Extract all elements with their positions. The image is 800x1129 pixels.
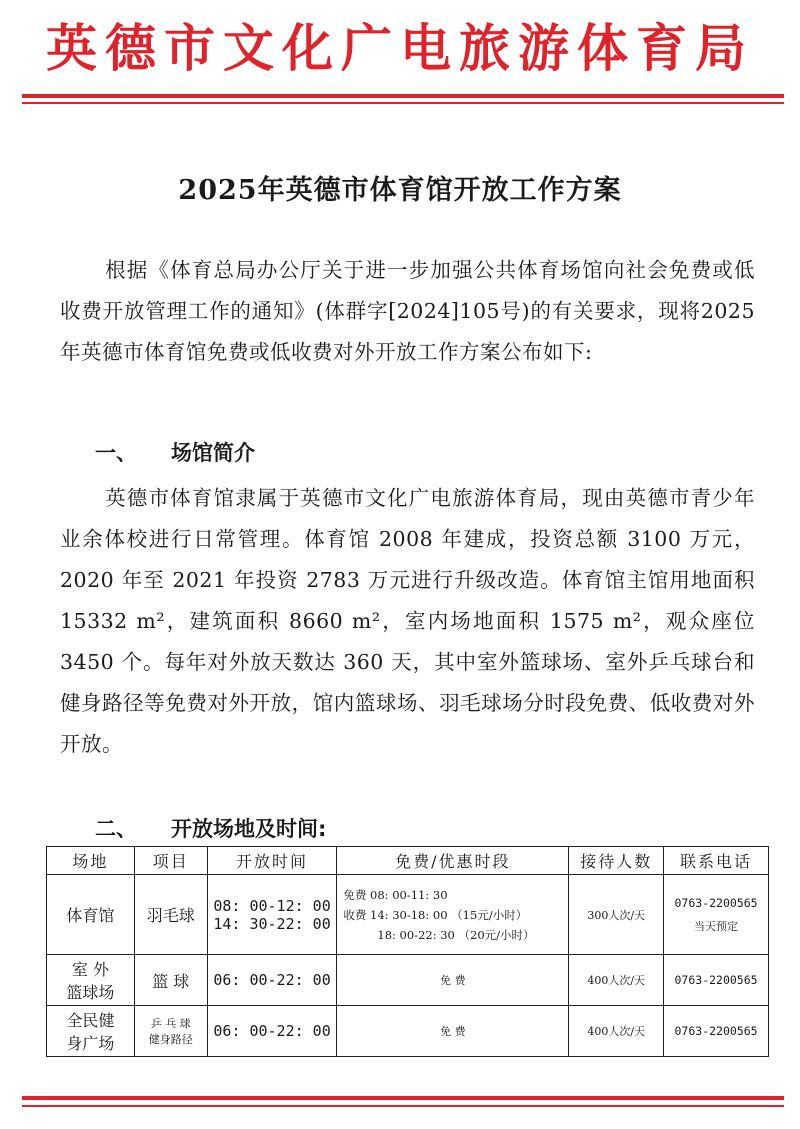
table-header: 免费/优惠时段 [337, 847, 569, 875]
masthead-rule-thin [22, 102, 784, 104]
table-header-row [47, 847, 769, 875]
venue-line: 身广场 [66, 1034, 115, 1053]
venue-cell: 体育馆 [47, 875, 135, 955]
section2-number: 二、 [95, 817, 137, 841]
project-line: 健身路径 [148, 1033, 193, 1046]
masthead-rule-thick [22, 94, 784, 98]
capacity-cell: 400人次/天 [569, 1006, 664, 1057]
pricing-line: 收费 14: 30-18: 00 （15元/小时） [343, 907, 528, 922]
phone-number: 0763-2200565 [674, 895, 758, 910]
table-row [47, 1006, 769, 1057]
footer-rule-thick [22, 1096, 784, 1100]
table-header: 场地 [47, 847, 135, 875]
pricing-cell: 免 费 [337, 955, 569, 1006]
intro-paragraph: 根据《体育总局办公厅关于进一步加强公共体育场馆向社会免费或低收费开放管理工作的通知》(体群字[2024]105号)的有关要求，现将2025年英德市体育馆免费或低收费对外开放工作方案公布如下: [60, 258, 755, 364]
schedule-table [46, 846, 769, 1057]
document-title: 2025年英德市体育馆开放工作方案 [178, 175, 622, 206]
hours-line: 14: 30-22: 00 [213, 914, 331, 933]
hours-cell: 06: 00-22: 00 [207, 1006, 337, 1057]
pricing-cell [337, 875, 569, 955]
capacity-cell: 300人次/天 [569, 875, 664, 955]
footer-rule-thin [22, 1105, 784, 1107]
venue-cell [47, 955, 135, 1006]
pricing-line: 免费 08: 00-11: 30 [343, 887, 448, 902]
section1-heading [95, 437, 255, 467]
project-cell: 羽毛球 [134, 875, 207, 955]
phone-cell [664, 875, 769, 955]
table-row [47, 955, 769, 1006]
phone-cell: 0763-2200565 [664, 955, 769, 1006]
project-line: 乒 乓 球 [150, 1017, 191, 1030]
masthead-org-name: 英德市文化广电旅游体育局 [45, 19, 754, 79]
table-header: 联系电话 [664, 847, 769, 875]
venue-line: 篮球场 [66, 983, 115, 1002]
hours-line: 08: 00-12: 00 [213, 896, 331, 915]
section1-title: 场馆简介 [171, 441, 255, 465]
section1-number: 一、 [95, 441, 137, 465]
venue-line: 全民健 [66, 1011, 115, 1030]
phone-note: 当天预定 [694, 919, 739, 933]
phone-cell: 0763-2200565 [664, 1006, 769, 1057]
project-cell [134, 1006, 207, 1057]
hours-cell: 06: 00-22: 00 [207, 955, 337, 1006]
venue-line: 室 外 [71, 960, 109, 979]
hours-cell [207, 875, 337, 955]
table-header: 项目 [134, 847, 207, 875]
pricing-line: 18: 00-22: 30 （20元/小时） [377, 927, 535, 942]
table-header: 接待人数 [569, 847, 664, 875]
project-cell: 篮 球 [134, 955, 207, 1006]
section2-title: 开放场地及时间: [171, 817, 327, 841]
section1-paragraph: 英德市体育馆隶属于英德市文化广电旅游体育局，现由英德市青少年业余体校进行日常管理。体育馆 2008 年建成，投资总额 3100 万元，2020 年至 2021 年投资 2783 万元进行升级改造。体育馆主馆用地面积 15332 m²，建筑面积 8660 m²，室内场地面积 1575 m²，观众座位 3450 个。每年对外放天数达 360 天，其中室外篮球场、室外乒乓球台和健身路径等免费对外开放，馆内篮球场、羽毛球场分时段免费、低收费对外开放。 [60, 486, 755, 756]
pricing-cell: 免 费 [337, 1006, 569, 1057]
section2-heading [95, 813, 326, 843]
table-header: 开放时间 [207, 847, 337, 875]
capacity-cell: 400人次/天 [569, 955, 664, 1006]
venue-cell [47, 1006, 135, 1057]
table-row [47, 875, 769, 955]
